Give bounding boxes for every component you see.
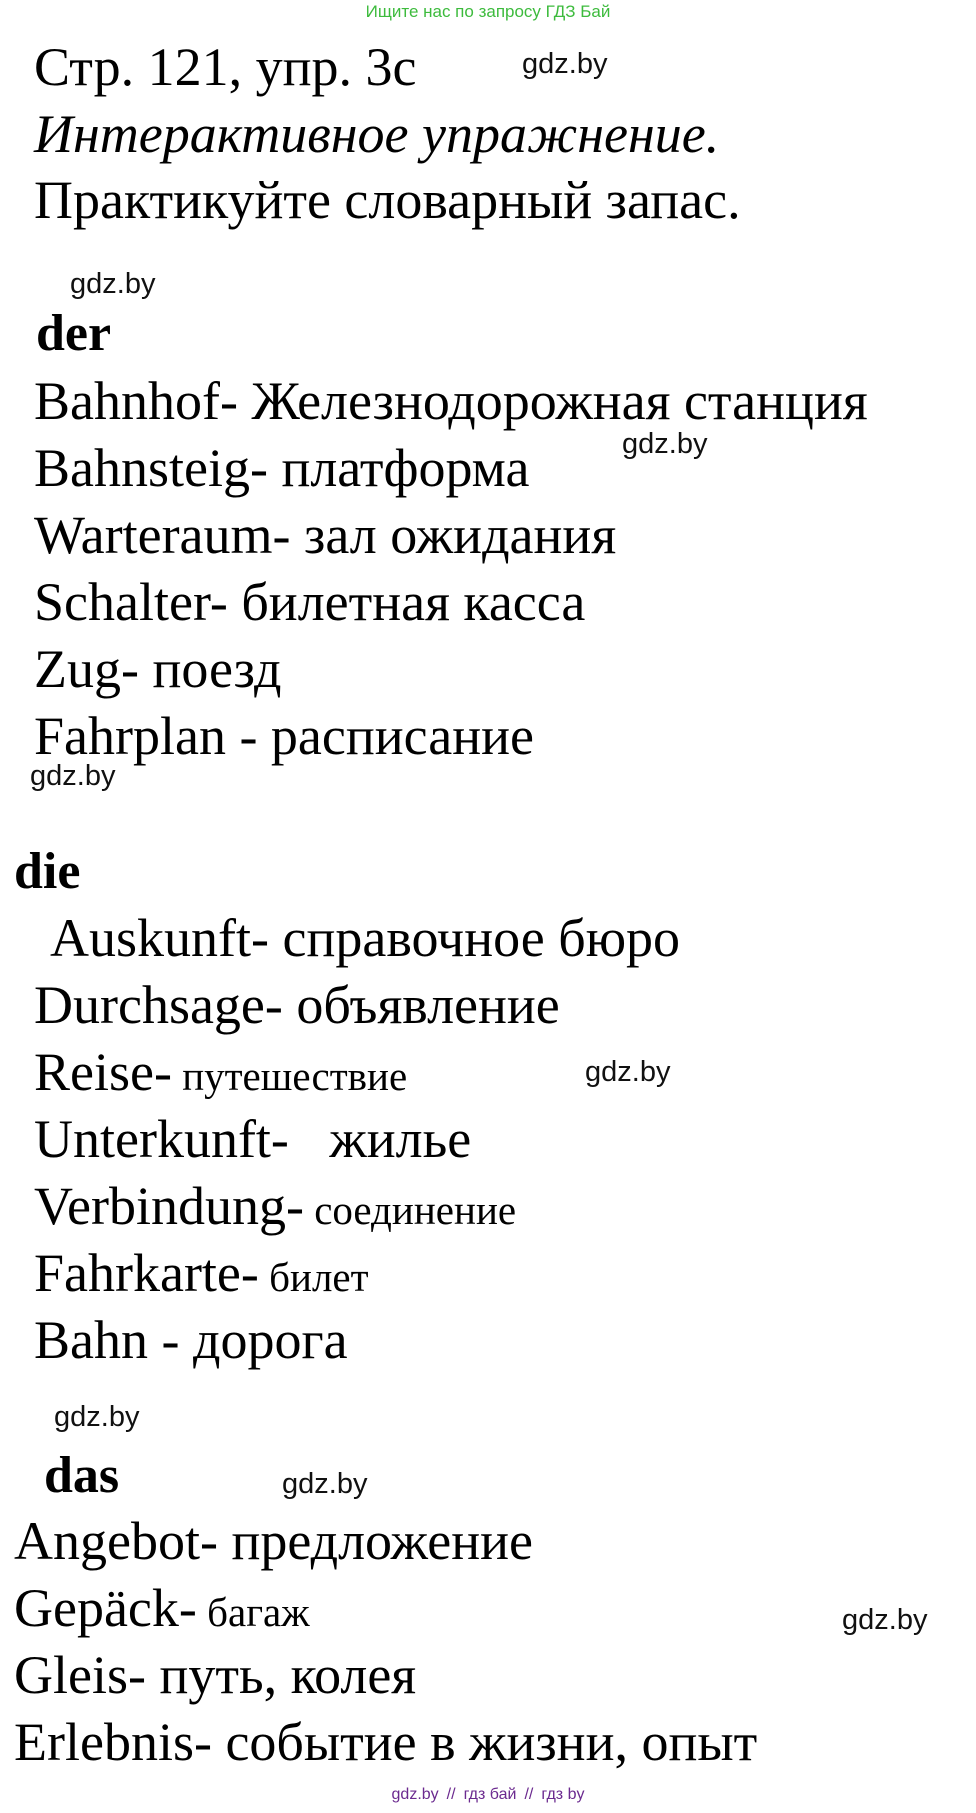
vocab-word: Bahn - <box>34 1310 180 1370</box>
section-heading-das: das <box>44 1447 120 1504</box>
vocab-entry <box>34 975 560 1035</box>
vocab-word: Reise- <box>34 1042 172 1102</box>
subtitle: Интерактивное упражнение. <box>34 104 720 164</box>
page-title: Стр. 121, упр. 3с <box>34 37 417 97</box>
watermark: gdz.by <box>622 428 708 460</box>
vocab-entry <box>14 1712 758 1772</box>
vocab-word: Unterkunft- <box>34 1109 289 1169</box>
instruction: Практикуйте словарный запас. <box>34 170 741 230</box>
vocab-word: Gepäck- <box>14 1578 197 1638</box>
search-banner: Ищите нас по запросу ГДЗ Бай <box>365 2 611 21</box>
watermark: gdz.by <box>282 1468 368 1500</box>
vocab-translation: дорога <box>179 1310 348 1370</box>
vocab-translation: путь, колея <box>145 1645 417 1705</box>
vocab-translation: соединение <box>303 1187 517 1233</box>
vocab-translation: объявление <box>282 975 560 1035</box>
vocab-entry <box>14 1578 310 1638</box>
vocab-word: Gleis- <box>14 1645 146 1705</box>
footer-separator: // <box>446 1786 456 1803</box>
footer <box>0 1787 976 1803</box>
vocab-entry <box>34 1176 517 1236</box>
vocab-word: Auskunft- <box>50 908 269 968</box>
vocab-translation: билет <box>258 1254 369 1300</box>
vocab-entry: Warteraum- зал ожидания <box>34 505 617 565</box>
vocab-word: Durchsage- <box>34 975 283 1035</box>
watermark: gdz.by <box>842 1604 928 1636</box>
vocab-entry <box>34 1243 369 1303</box>
vocab-word: Angebot- <box>14 1511 218 1571</box>
vocab-entry: Schalter- билетная касса <box>34 572 586 632</box>
vocab-translation: путешествие <box>171 1053 408 1099</box>
vocab-word: Fahrkarte- <box>34 1243 259 1303</box>
vocab-word: Erlebnis- <box>14 1712 212 1772</box>
vocab-translation: справочное бюро <box>268 908 681 968</box>
vocab-word: Verbindung- <box>34 1176 304 1236</box>
vocab-entry <box>34 1109 472 1169</box>
watermark: gdz.by <box>54 1401 140 1433</box>
vocab-entry: Bahnsteig- платформа <box>34 438 530 498</box>
watermark: gdz.by <box>522 48 608 80</box>
vocab-translation: багаж <box>196 1589 310 1635</box>
vocab-translation: жилье <box>288 1109 472 1169</box>
vocab-translation: предложение <box>217 1511 534 1571</box>
vocab-entry <box>14 1645 417 1705</box>
vocab-entry <box>34 1310 348 1370</box>
vocab-entry <box>14 1511 534 1571</box>
footer-link[interactable]: гдз by <box>541 1786 585 1803</box>
vocab-entry: Bahnhof- Железнодорожная станция <box>34 371 868 431</box>
vocab-entry <box>34 1042 408 1102</box>
footer-link[interactable]: гдз бай <box>463 1786 517 1803</box>
vocab-entry <box>50 908 681 968</box>
watermark: gdz.by <box>30 760 116 792</box>
footer-separator: // <box>524 1786 534 1803</box>
section-heading-die: die <box>14 843 81 900</box>
watermark: gdz.by <box>70 268 156 300</box>
vocab-entry: Zug- поезд <box>34 639 282 699</box>
vocab-entry: Fahrplan - расписание <box>34 706 535 766</box>
footer-link[interactable]: gdz.by <box>391 1786 439 1803</box>
watermark: gdz.by <box>585 1056 671 1088</box>
vocab-translation: событие в жизни, опыт <box>211 1712 758 1772</box>
section-heading-der: der <box>36 305 112 362</box>
